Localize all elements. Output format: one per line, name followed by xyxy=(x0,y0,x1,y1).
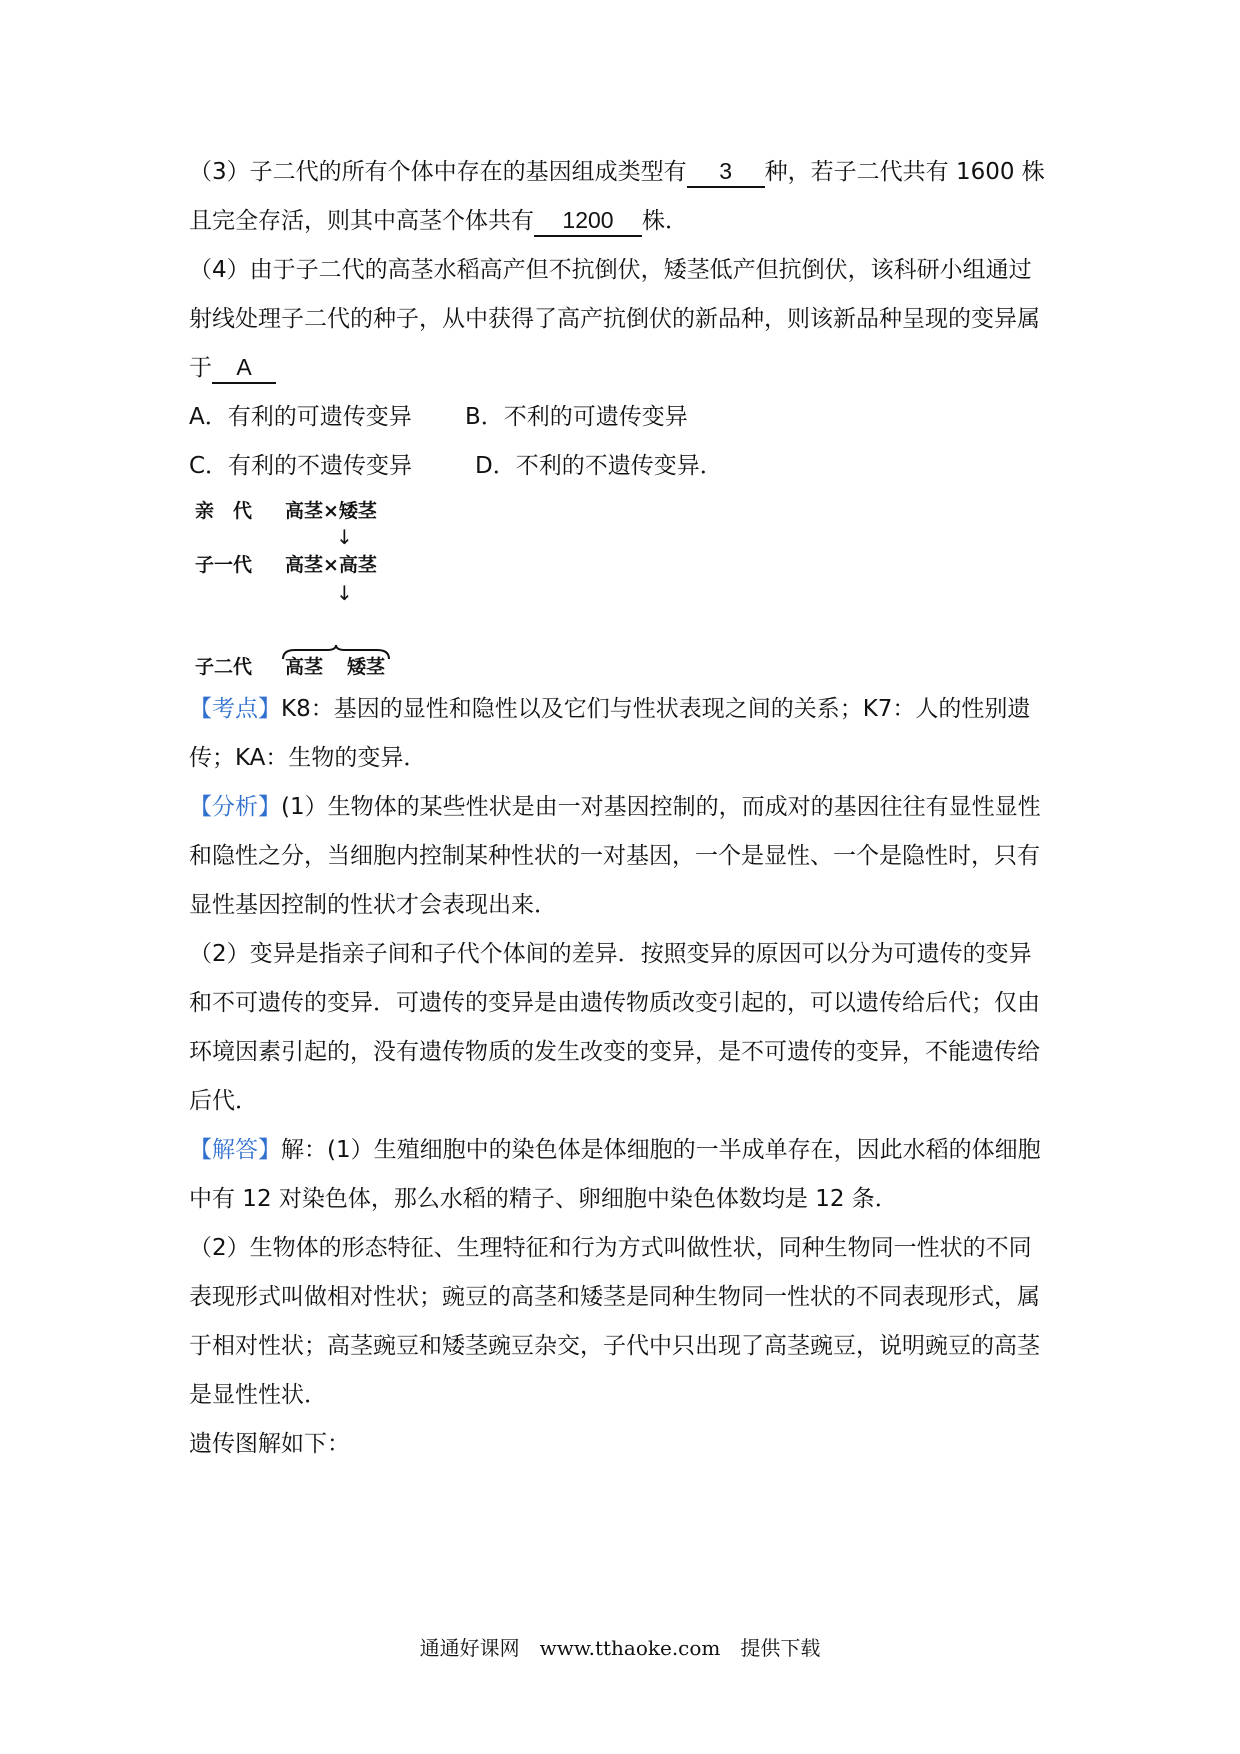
q3-text-start: （3）子二代的所有个体中存在的基因组成类型有 xyxy=(189,159,687,185)
fenxi-paragraph-1: (1）生物体的某些性状是由一对基因控制的，而成对的基因往往有显性显性和隐性之分，当细胞内控制某种性状的一对基因，一个是显性、一个是隐性时，只有显性基因控制的性状才会表现出来． xyxy=(189,794,1041,918)
question-4 xyxy=(189,246,1053,393)
options-row-1 xyxy=(189,393,1053,442)
q3-text-end: 株． xyxy=(642,208,688,234)
option-a: A．有利的可遗传变异 xyxy=(189,404,412,430)
q4-answer: A xyxy=(212,352,276,384)
fenxi-section xyxy=(189,783,1053,930)
q4-text: （4）由于子二代的高茎水稻高产但不抗倒伏，矮茎低产但抗倒伏，该科研小组通过射线处理子二代的种子，从中获得了高产抗倒伏的新品种，则该新品种呈现的变异属于 xyxy=(189,257,1040,381)
q3-answer-types: 3 xyxy=(687,156,765,188)
option-b: B．不利的可遗传变异 xyxy=(465,404,688,430)
fenxi-tag: 【分析】 xyxy=(189,794,281,820)
jieda-section xyxy=(189,1126,1053,1224)
gen0-value: 高茎×矮茎 xyxy=(285,500,377,522)
jieda-paragraph-2: （2）生物体的形态特征、生理特征和行为方式叫做性状，同种生物同一性状的不同表现形式叫做相对性状；豌豆的高茎和矮茎是同种生物同一性状的不同表现形式，属于相对性状；高茎豌豆和矮茎豌豆杂交，子代中只出现了高茎豌豆，说明豌豆的高茎是显性性状． xyxy=(189,1235,1040,1408)
arrow-down-icon: ↓ xyxy=(336,525,353,549)
question-3 xyxy=(189,148,1053,246)
q3-text-middle: 种，若子二代共有 1600 株且完全存活，则其中高茎个体共有 xyxy=(189,159,1045,234)
arrow-down-icon: ↓ xyxy=(336,581,353,605)
page-footer: 通通好课网 www.tthaoke.com 提供下载 xyxy=(419,1636,821,1660)
kaodian-tag: 【考点】 xyxy=(189,696,281,722)
kaodian-text: K8：基因的显性和隐性以及它们与性状表现之间的关系；K7：人的性别遗传；KA：生物的变异． xyxy=(189,696,1031,771)
gen2-value-tall: 高茎 xyxy=(285,656,324,678)
fenxi-paragraph-2: （2）变异是指亲子间和子代个体间的差异．按照变异的原因可以分为可遗传的变异和不可遗传的变异．可遗传的变异是由遗传物质改变引起的，可以遗传给后代；仅由环境因素引起的，没有遗传物质的发生改变的变异，是不可遗传的变异，不能遗传给后代． xyxy=(189,941,1040,1114)
jieda-tag: 【解答】 xyxy=(189,1137,281,1163)
jieda-paragraph-1: 解：(1）生殖细胞中的染色体是体细胞的一半成单存在，因此水稻的体细胞中有 12 对染色体，那么水稻的精子、卵细胞中染色体数均是 12 条． xyxy=(189,1137,1041,1212)
gen0-label: 亲 代 xyxy=(195,500,253,522)
option-c: C．有利的不遗传变异 xyxy=(189,453,413,479)
gen2-label: 子二代 xyxy=(195,656,253,678)
option-d: D．不利的不遗传变异． xyxy=(475,453,723,479)
gen2-value-short: 矮茎 xyxy=(347,656,386,678)
gen1-label: 子一代 xyxy=(195,554,253,576)
document-body xyxy=(189,148,1053,1469)
q3-answer-count: 1200 xyxy=(534,205,642,237)
options-row-2 xyxy=(189,442,1053,491)
inheritance-diagram xyxy=(195,497,405,679)
jieda-paragraph-3: 遗传图解如下： xyxy=(189,1431,350,1457)
gen1-value: 高茎×高茎 xyxy=(285,554,377,576)
kaodian-section xyxy=(189,685,1053,783)
